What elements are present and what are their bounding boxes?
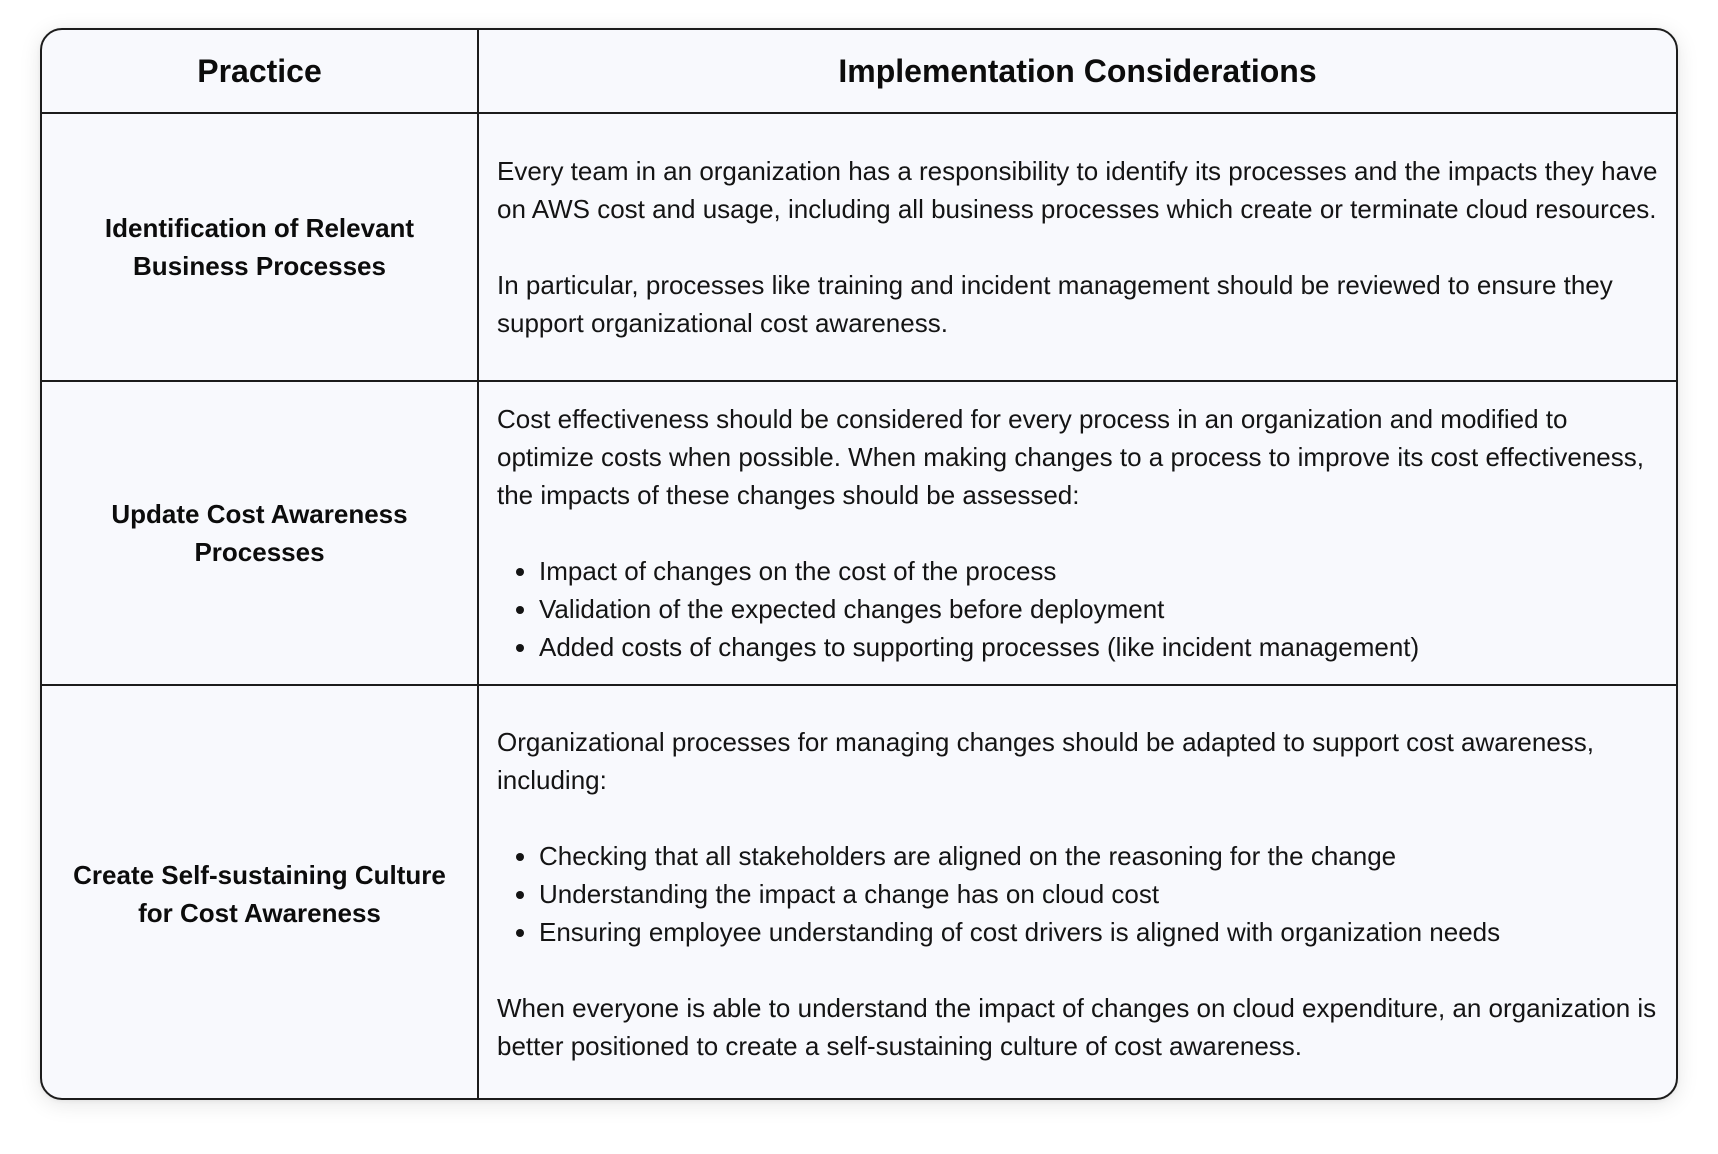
considerations-paragraph: Every team in an organization has a responsibility to identify its processes and the impacts they have on AWS cost and usage, including all business processes which create or terminate cloud resources.	[497, 156, 1658, 224]
table-row	[42, 113, 1676, 381]
practice-title-line: for Cost Awareness	[138, 898, 381, 928]
list-item: • Understanding the impact a change has on cloud cost	[539, 875, 1658, 913]
considerations-paragraph: Cost effectiveness should be considered for every process in an organization and modified to optimize costs when possible. When making changes to a process to improve its cost effectiveness, the impacts of these changes should be assessed:	[497, 404, 1644, 510]
list-item: • Checking that all stakeholders are aligned on the reasoning for the change	[539, 837, 1658, 875]
table-header-row	[42, 30, 1676, 113]
considerations-paragraph: When everyone is able to understand the impact of changes on cloud expenditure, an organization is better positioned to create a self-sustaining culture of cost awareness.	[497, 993, 1657, 1061]
table-row	[42, 685, 1676, 1100]
practice-cell	[42, 381, 478, 685]
list-item: • Ensuring employee understanding of cost drivers is aligned with organization needs	[539, 913, 1658, 951]
practice-title-line: Processes	[194, 537, 325, 567]
list-item: • Added costs of changes to supporting processes (like incident management)	[539, 628, 1658, 666]
header-practice: Practice	[42, 30, 478, 113]
considerations-paragraph: Organizational processes for managing changes should be adapted to support cost awareness, including:	[497, 727, 1595, 795]
practice-cell	[42, 113, 478, 381]
considerations-bullet-list	[497, 552, 1658, 666]
practice-title-line: Business Processes	[133, 251, 386, 281]
practices-table-card	[40, 28, 1678, 1100]
considerations-paragraph: In particular, processes like training and incident management should be reviewed to ensure they support organizational cost awareness.	[497, 270, 1613, 338]
considerations-cell	[478, 381, 1676, 685]
table-row	[42, 381, 1676, 685]
considerations-bullet-list	[497, 837, 1658, 951]
practices-table	[42, 30, 1676, 1100]
practice-cell	[42, 685, 478, 1100]
header-implementation-considerations: Implementation Considerations	[478, 30, 1676, 113]
practice-title-line: Create Self-sustaining Culture	[73, 860, 446, 890]
list-item: • Validation of the expected changes before deployment	[539, 590, 1658, 628]
considerations-cell	[478, 685, 1676, 1100]
considerations-cell	[478, 113, 1676, 381]
practice-title-line: Identification of Relevant	[104, 213, 415, 243]
list-item: • Impact of changes on the cost of the process	[539, 552, 1658, 590]
practice-title-line: Update Cost Awareness	[111, 499, 408, 529]
